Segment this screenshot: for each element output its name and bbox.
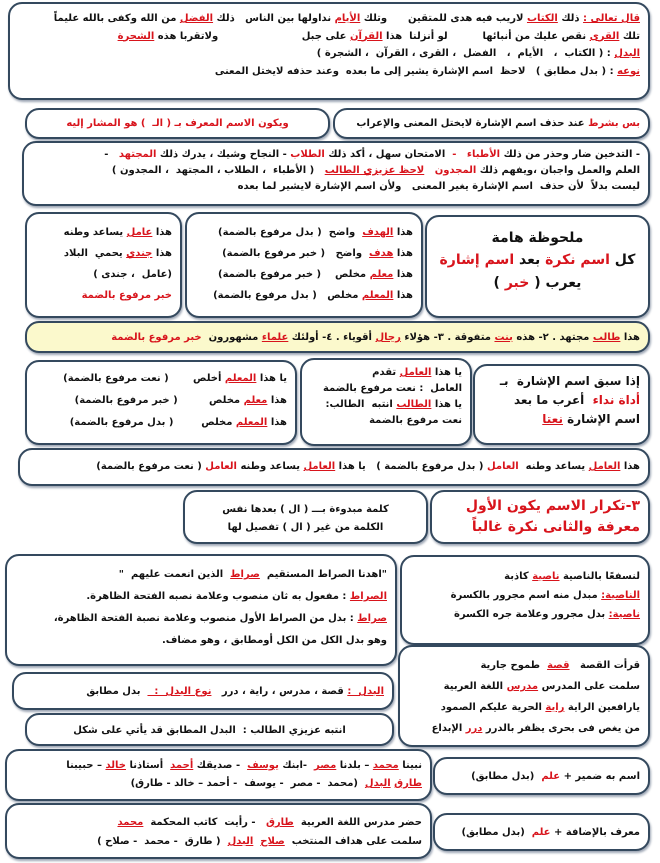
text-segment: الذين انعمت عليهم " [118, 569, 231, 580]
highlighted-word: خبر مرفوع بالضمة [81, 290, 172, 301]
text-line [310, 365, 462, 381]
text-segment: نبينا [398, 760, 422, 771]
text-line [15, 757, 422, 775]
text-segment: اسم الإشارة [562, 412, 640, 427]
text-segment: : مفعول به ثان منصوب وعلامة نصبه الفتحة الظاهرة. [86, 591, 350, 602]
text-segment: انتبه عزيزي الطالب : البدل المطابق قد يأتي على شكل [73, 725, 346, 736]
highlighted-word: الأيام [334, 13, 361, 24]
highlighted-word: طالب [592, 332, 621, 343]
text-segment: الامتحان سهل ، أكد ذلك [324, 149, 446, 160]
text-segment: نقص عليك من أنبائها لو أنزلنا هذا [382, 30, 590, 42]
text-line [443, 825, 640, 841]
text-segment: يا هذا [431, 399, 462, 410]
text-line [32, 163, 640, 179]
text-line [35, 243, 172, 264]
text-segment: ( نعت مرفوع بالضمة) [96, 461, 206, 472]
highlighted-word: محمد [372, 760, 399, 771]
highlighted-word: بنت [494, 332, 513, 343]
text-segment: مشهورون [201, 332, 262, 343]
text-segment: العامل : نعت مرفوع بالضمة [322, 383, 462, 394]
predicate-examples-bar [25, 321, 650, 353]
highlighted-word: اسم إشارة [439, 252, 515, 269]
text-line [408, 718, 640, 739]
highlighted-word: صلاح [260, 836, 285, 847]
highlighted-word: لاحظ عزيزي الطالب [324, 165, 425, 176]
highlighted-word: - [445, 149, 467, 160]
vocative-examples-box [300, 358, 472, 446]
text-line [15, 564, 387, 586]
highlighted-word: العامل [303, 461, 336, 472]
highlighted-word: المعلم [235, 417, 268, 428]
text-segment: قرأت القصة [569, 660, 640, 671]
text-segment: إذا سبق اسم الإشارة بـ [499, 374, 640, 388]
highlighted-word: خالد [105, 760, 126, 771]
text-segment: بعد [514, 252, 546, 269]
highlighted-word: طارق [394, 778, 422, 789]
text-segment: : بدل من الصراط الأول منصوب وعلامة نصبة الفتحة الظاهرة، [53, 613, 358, 624]
text-segment: ( طارق - محمد - صلاح ) [97, 836, 228, 847]
text-segment: ليست بدلاً لأن حذف اسم الإشارة يغير المعنى ولأن اسم الإشارة لايشير لما بعده [237, 181, 640, 192]
text-segment: عند حذف اسم الإشارة لايختل المعنى والإعراب [356, 118, 589, 129]
text-segment: كاذبة [504, 571, 533, 582]
text-segment: الكلمة من غير ( ال ) تفصيل لها [227, 522, 384, 533]
highlighted-word: القرآن [349, 30, 383, 42]
text-line [35, 723, 384, 739]
highlighted-word: خبر [504, 274, 530, 291]
highlighted-word: أداة نداء [592, 393, 640, 408]
text-segment: تلك [619, 30, 640, 42]
highlighted-word: الشجرة [117, 30, 155, 42]
text-line [35, 412, 287, 434]
text-line [15, 630, 387, 652]
highlighted-word: المجدون [434, 165, 477, 176]
text-segment: ( بدل مرفوع بالضمة ) يا هذا [335, 461, 487, 472]
worker-example-box [18, 448, 650, 486]
condition-note-box [25, 108, 330, 139]
text-segment: هذا [152, 248, 172, 259]
highlighted-word: العامل [205, 461, 237, 472]
text-segment: يا هذا [431, 367, 462, 378]
non-badal-examples-box [22, 141, 650, 206]
highlighted-word: الكتاب [526, 13, 558, 24]
text-line [195, 264, 413, 285]
highlighted-word: ٣-تكرار الاسم يكون الأول [465, 498, 640, 514]
text-line [443, 769, 640, 785]
text-segment: - النجاح وشيك ، يدرك ذلك [156, 149, 291, 160]
note-examples-box [185, 212, 423, 318]
text-segment: معرف بالإضافة + [550, 827, 640, 838]
highlighted-word: علم [541, 771, 561, 782]
text-segment: ) [493, 274, 505, 291]
vocative-rule-box [473, 364, 650, 445]
highlighted-word: المعلم [361, 290, 394, 301]
highlighted-word: العامل [486, 461, 519, 472]
text-line [18, 10, 640, 28]
text-segment: – حبيبنا [66, 760, 106, 771]
text-line [408, 697, 640, 718]
text-segment: -ابنك [278, 760, 315, 771]
text-line [195, 243, 413, 264]
highlighted-word: ناصية [532, 571, 560, 582]
highlighted-word: جندي [126, 248, 153, 259]
text-segment: وهو بدل الكل من الكل أومطابق ، وهو مضاف. [161, 635, 387, 646]
text-line [15, 813, 422, 832]
text-line [18, 45, 640, 63]
text-segment: بدل مطابق [86, 686, 148, 697]
text-segment: - صديقك [193, 760, 248, 771]
text-line [28, 459, 640, 475]
highlighted-word: خبر مرفوع بالضمة [111, 332, 202, 343]
text-line [15, 586, 387, 608]
highlighted-word: البدل [614, 48, 640, 59]
text-segment: هذا [393, 248, 413, 259]
idafa-names-box [5, 803, 432, 859]
text-segment: من الله وكفى بالله عليماً [53, 13, 180, 24]
highlighted-word: قال تعالى : [583, 13, 640, 24]
repetition-desc-box [183, 490, 428, 544]
text-line [483, 372, 640, 391]
highlighted-word: العامل [588, 461, 621, 472]
text-segment: ملحوظة هامة [491, 230, 584, 246]
text-line [35, 116, 320, 132]
text-line [195, 222, 413, 243]
highlighted-word: المعلم [224, 373, 257, 384]
text-line [15, 775, 422, 793]
text-segment: - التدخين ضار وحذر من ذلك [500, 149, 640, 160]
text-segment: مخلص ( خبر مرفوع بالضمة) [218, 269, 370, 280]
highlighted-word: طارق [265, 817, 294, 828]
highlighted-word: يوسف [247, 760, 279, 771]
text-segment: مخلص ( خبر مرفوع بالضمة) [74, 395, 244, 406]
highlighted-word: مصر [314, 760, 337, 771]
text-segment: هذا [152, 227, 172, 238]
text-segment: اللغة العربية [443, 681, 507, 692]
text-line [15, 608, 387, 630]
text-segment: "اهدنا الصراط المستقيم [259, 569, 387, 580]
text-segment: نداولها بين الناس ذلك [213, 13, 335, 24]
text-segment: هذا [267, 395, 287, 406]
sirat-box [5, 554, 397, 666]
text-line [408, 676, 640, 697]
highlighted-word: نوع البدل : [147, 686, 212, 697]
text-segment: سلمت على المدرس [538, 681, 640, 692]
text-line [310, 397, 462, 413]
text-line [193, 519, 418, 537]
text-segment: هذا [393, 227, 413, 238]
highlighted-word: الطلاب [290, 149, 325, 160]
text-segment: هذا [620, 461, 640, 472]
text-segment: - [104, 149, 119, 160]
text-line [343, 116, 640, 132]
highlighted-word: الناصية: [601, 590, 640, 601]
highlighted-word: العامل [399, 367, 432, 378]
text-line [483, 410, 640, 429]
highlighted-word: أحمد [170, 760, 194, 771]
text-line [408, 655, 640, 676]
highlighted-word: الأطباء [466, 149, 501, 160]
text-segment: : ( بدل مطابق ) لاحظ اسم الإشارة يشير إلى ما بعده وعند حذفه لايختل المعنى [214, 65, 618, 77]
important-note-box [425, 215, 650, 318]
text-line [435, 227, 640, 249]
text-line [35, 330, 640, 346]
quran-examples-box [8, 2, 650, 100]
text-segment: يحمي البلاد [63, 248, 127, 259]
text-line [35, 390, 287, 412]
highlighted-word: الفضل [179, 13, 214, 24]
text-segment: انتبه الطالب: [325, 399, 397, 410]
text-line [18, 28, 640, 46]
highlighted-word: المجتهد [118, 149, 157, 160]
text-segment: أقوياء . ٤- أولئك [288, 332, 376, 343]
text-line [35, 264, 172, 285]
text-segment: أخلص ( نعت مرفوع بالضمة) [63, 373, 225, 384]
highlighted-word: اسم نكرة [545, 252, 610, 269]
text-segment: أعرب ما بعد [513, 393, 593, 408]
highlighted-word: مدرس [506, 681, 539, 692]
highlighted-word: علم [531, 827, 551, 838]
text-segment: تقدم [372, 367, 400, 378]
highlighted-word: البدل [364, 778, 391, 789]
text-segment: اسم به ضمير + [560, 771, 640, 782]
text-segment: هذا [267, 417, 287, 428]
text-segment: يارافعين الراية [564, 702, 640, 713]
text-line [35, 368, 287, 390]
highlighted-word: بس بشرط [588, 118, 640, 129]
text-segment: الحرية عليكم الصمود [440, 702, 546, 713]
text-segment: الإبداع [431, 723, 466, 734]
text-line [193, 501, 418, 519]
text-segment: (محمد - مصر - يوسف - أحمد – خالد - طارق) [130, 778, 365, 789]
pronoun-rule-box [433, 757, 650, 795]
highlighted-word: معلم [369, 269, 394, 280]
highlighted-word: نوعه [617, 65, 640, 77]
text-segment: هذا [393, 290, 413, 301]
text-segment: يساعد وطنه [236, 461, 304, 472]
highlighted-word: صراط [357, 613, 387, 624]
text-line [310, 381, 462, 397]
highlighted-word: هدف [369, 248, 394, 259]
text-segment: لاريب فيه هدى للمتقين وتلك [360, 13, 527, 24]
highlighted-word: محمد [117, 817, 144, 828]
text-line [15, 832, 422, 851]
text-line [435, 249, 640, 271]
text-segment: يساعد وطنه [63, 227, 127, 238]
text-segment: أستاذنا [125, 760, 171, 771]
highlighted-word: معرفة والثانى نكرة غالباً [471, 519, 640, 535]
text-segment: ذلك [557, 13, 584, 24]
highlighted-word: ويكون الاسم المعرف بـ ( الـ ) هو المشار إليه [66, 118, 289, 129]
text-segment: مخلص ( بدل مرفوع بالضمة) [69, 417, 236, 428]
text-line [483, 391, 640, 410]
highlighted-word: البدل : [347, 686, 384, 697]
note-examples2-box [25, 212, 182, 318]
text-segment: يعرب ( [529, 274, 582, 291]
text-segment: طموح جارية [480, 660, 548, 671]
text-line [22, 684, 384, 700]
text-segment: كل [609, 252, 636, 269]
text-line [32, 179, 640, 195]
vocative-examples2-box [25, 360, 297, 445]
highlighted-word: راية [545, 702, 565, 713]
text-line [35, 285, 172, 306]
highlighted-word: رجال [375, 332, 401, 343]
highlighted-word: عامل [126, 227, 153, 238]
text-line [310, 413, 462, 429]
text-segment: واضح ( خبر مرفوع بالضمة) [222, 248, 370, 259]
highlighted-word: الطالب [396, 399, 432, 410]
highlighted-word: ناصية: [608, 609, 640, 620]
pronoun-names-box [5, 749, 432, 801]
story-box [398, 645, 650, 747]
idafa-rule-box [433, 813, 650, 851]
text-segment: : ( الكتاب ، الأيام ، الفضل ، القرى ، القرآن ، الشجرة ) [316, 48, 615, 59]
text-segment: مخلص ( بدل مرفوع بالضمة) [213, 290, 362, 301]
text-segment: كلمة مبدوءة بـــ ( ال ) بعدها نفس [222, 504, 389, 515]
text-segment: ( الأطباء ، الطلاب ، المجتهد ، المجدون ) [111, 165, 325, 176]
text-segment: هذا [620, 332, 640, 343]
text-segment: يساعد وطنه [518, 461, 589, 472]
text-segment: (بدل مطابق) [461, 827, 532, 838]
highlighted-word: صراط [230, 569, 260, 580]
text-line [410, 586, 640, 605]
highlighted-word: علماء [261, 332, 289, 343]
text-segment: واضح ( بدل مرفوع بالضمة) [218, 227, 363, 238]
text-segment: (بدل مطابق) [471, 771, 542, 782]
highlighted-word: درر [465, 723, 483, 734]
text-segment: - رأيت كاتب المحكمة [143, 817, 266, 828]
highlighted-word: الصراط [349, 591, 387, 602]
nasiya-box [400, 555, 650, 645]
text-segment: بدل مجرور وعلامة جره الكسرة [453, 609, 609, 620]
text-line [35, 222, 172, 243]
text-segment: من يغص فى بحرى يظفر بالدرر [482, 723, 640, 734]
text-segment: مجتهد . ٢- هذه [512, 332, 593, 343]
text-segment: يا هذا [256, 373, 287, 384]
highlighted-word: نعتا [542, 412, 563, 427]
badal-list-box [12, 672, 394, 710]
highlighted-word: البدل [227, 836, 254, 847]
highlighted-word: معلم [243, 395, 268, 406]
attention-box [25, 713, 394, 746]
text-segment: قصة ، مدرس ، راية ، درر [211, 686, 348, 697]
text-line [195, 285, 413, 306]
text-line [18, 63, 640, 81]
text-segment: هذا [393, 269, 413, 280]
text-line [410, 605, 640, 624]
text-line [440, 517, 640, 538]
text-segment: مبدل منه اسم مجرور بالكسرة [450, 590, 602, 601]
text-line [440, 496, 640, 517]
text-segment: متفوقة . ٣- هؤلاء [400, 332, 495, 343]
repetition-rule-box [430, 490, 650, 544]
text-segment [424, 165, 434, 176]
condition-box [333, 108, 650, 139]
text-segment: نعت مرفوع بالضمة [369, 415, 462, 426]
text-line [32, 147, 640, 163]
highlighted-word: قصة [547, 660, 570, 671]
text-line [410, 567, 640, 586]
text-segment: لنسفعًا بالناصية [559, 571, 640, 582]
highlighted-word: الهدف [362, 227, 394, 238]
text-segment: سلمت على هداف المنتخب [284, 836, 422, 847]
text-segment: (عامل ، جندى ) [93, 269, 172, 280]
text-line [435, 272, 640, 294]
text-segment: حضر مدرس اللغة العربية [293, 817, 422, 828]
text-segment: العلم والعمل واجبان ،ويفهم ذلك [476, 165, 640, 176]
text-segment: على جبل ولاتقربا هذه [154, 30, 350, 42]
text-segment: – بلدنا [336, 760, 373, 771]
highlighted-word: القرى [589, 30, 620, 42]
